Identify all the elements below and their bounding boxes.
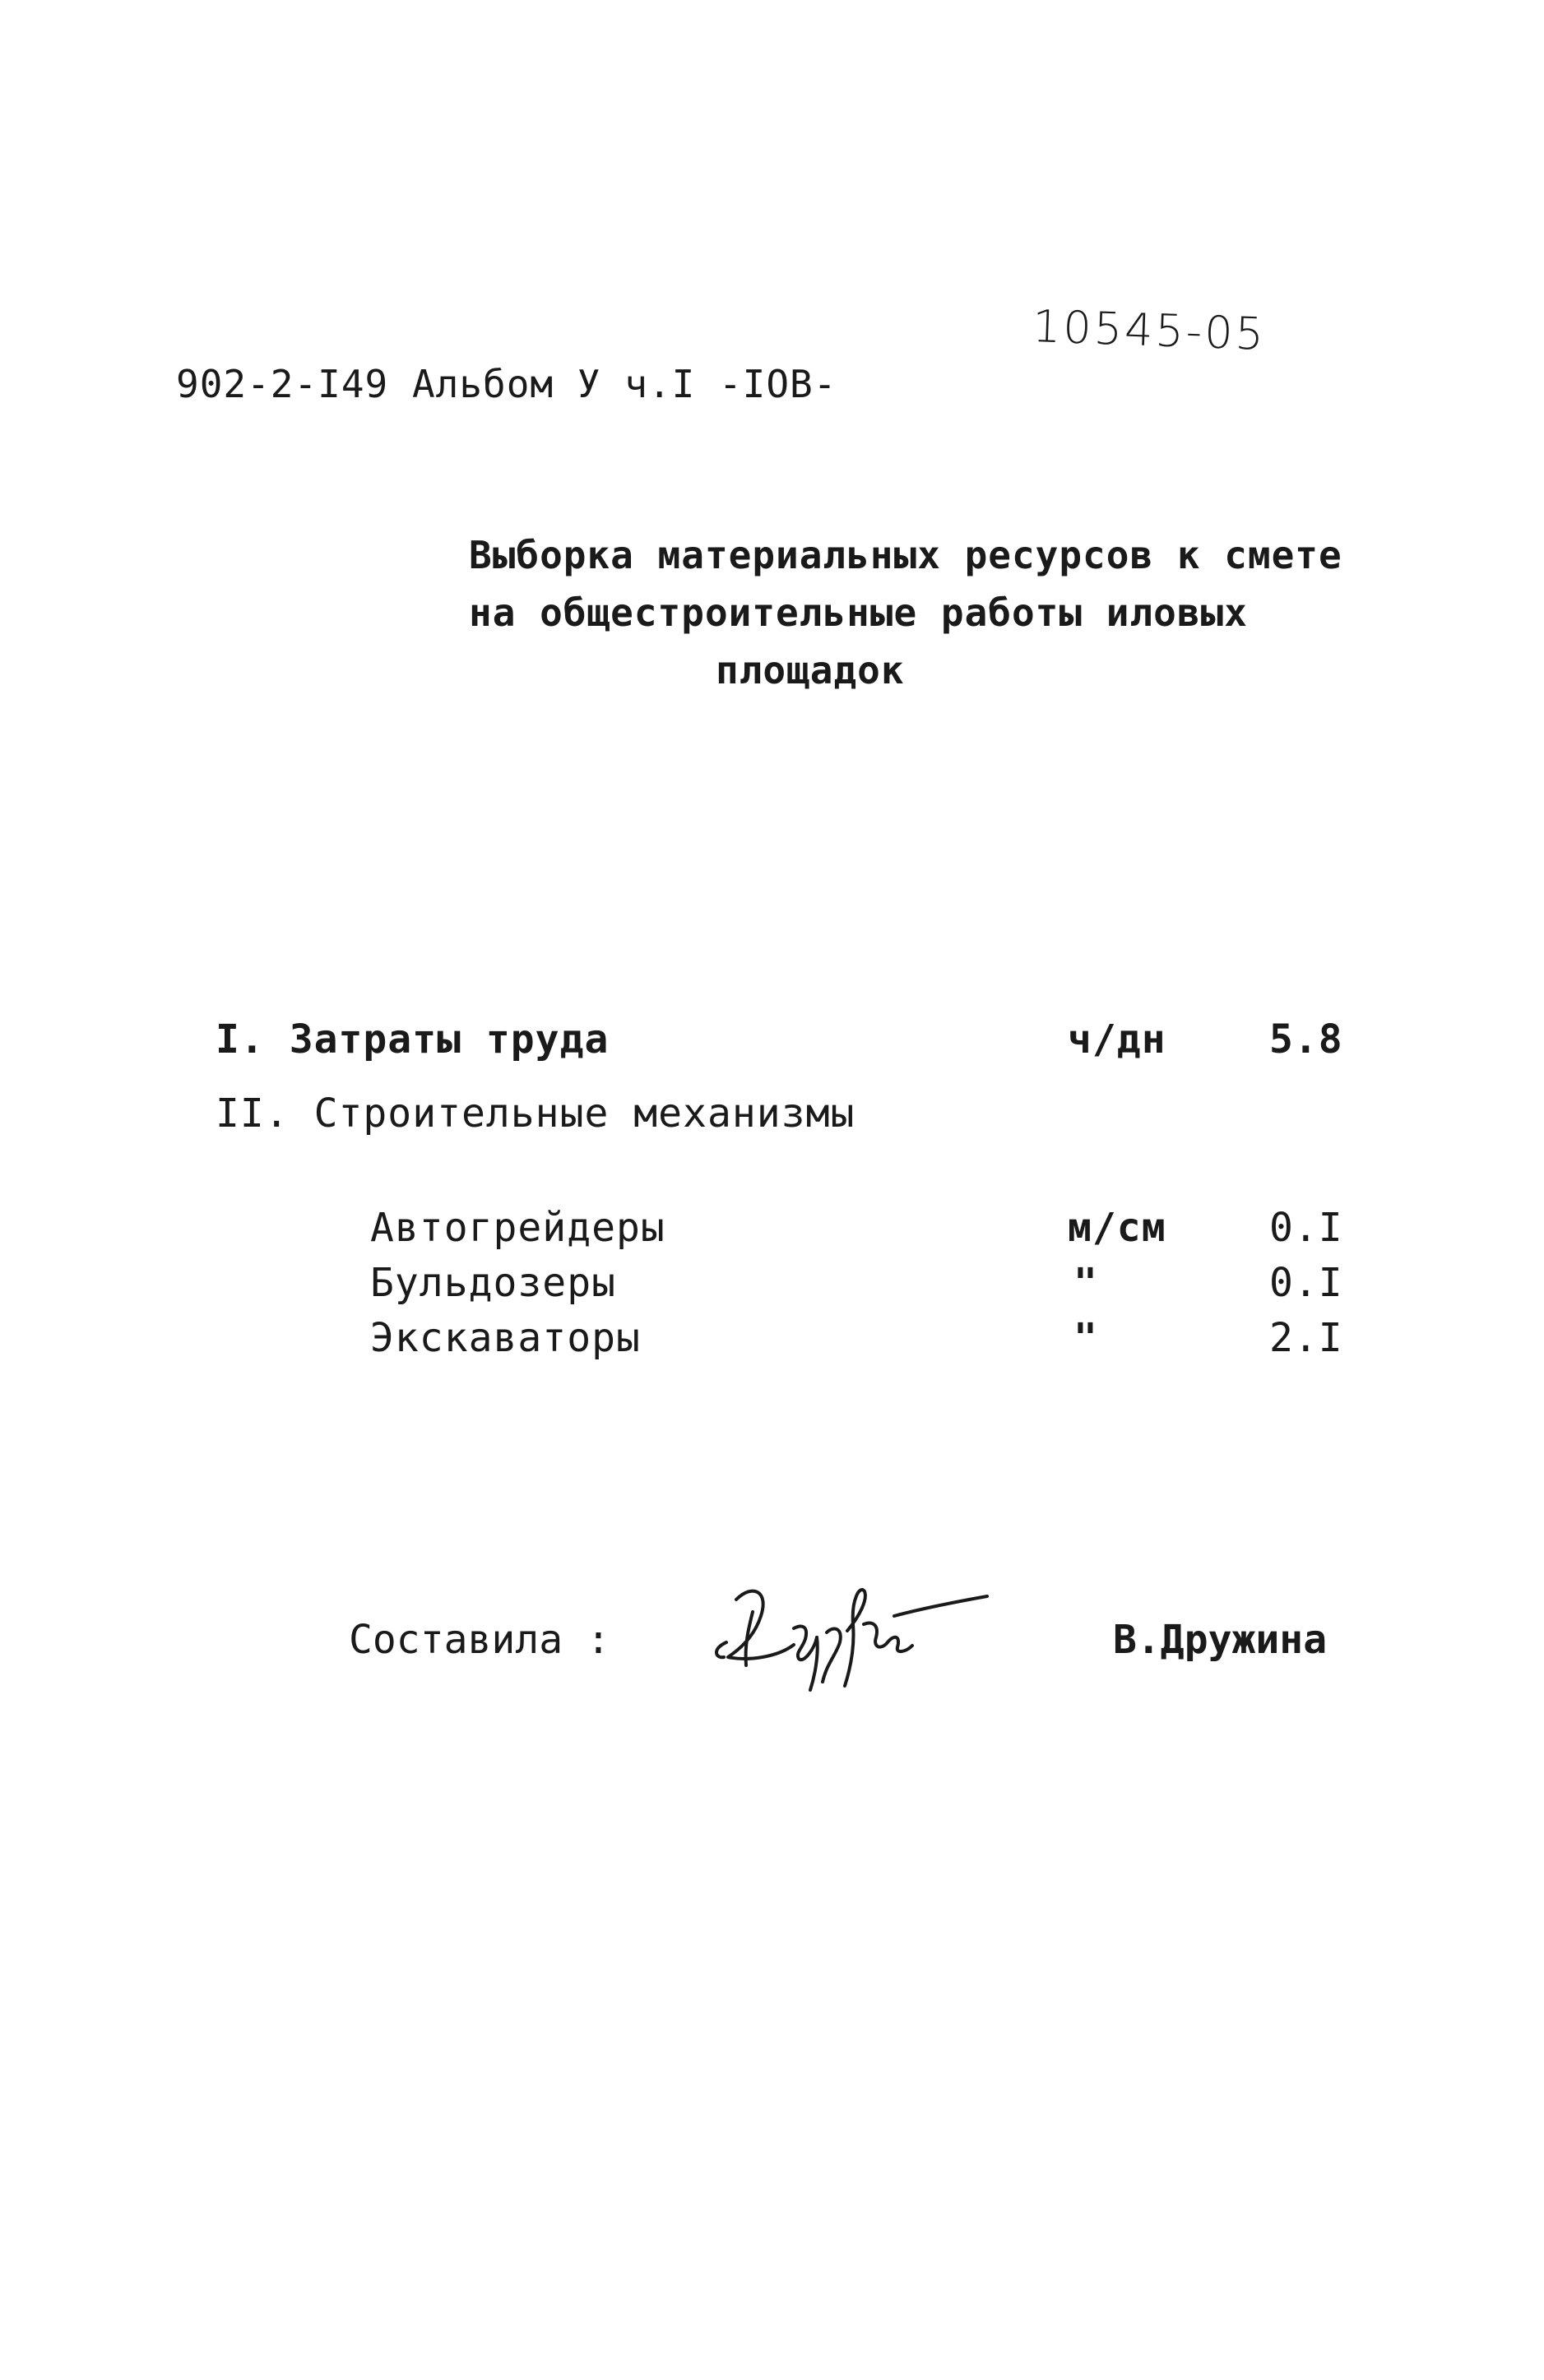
signer-name: В.Дружина [1113, 1617, 1328, 1663]
title-line-1: Выборка материальных ресурсов к смете [469, 533, 1342, 577]
title-line-3: площадок [716, 648, 905, 692]
bulldozers-value: 0.I [1269, 1260, 1343, 1306]
machinery-section-label: II. Строительные механизмы [216, 1090, 855, 1137]
excavators-unit: " [1073, 1315, 1098, 1361]
composed-by-label: Составила : [349, 1617, 610, 1663]
graders-value: 0.I [1269, 1205, 1343, 1251]
graders-unit: м/см [1068, 1205, 1166, 1251]
graders-label: Автогрейдеры [370, 1205, 665, 1251]
excavators-value: 2.I [1269, 1315, 1343, 1361]
signature-image [703, 1567, 999, 1698]
title-line-2: на общестроительные работы иловых [469, 590, 1248, 635]
document-title [469, 526, 1342, 699]
bulldozers-unit: " [1073, 1260, 1098, 1306]
bulldozers-label: Бульдозеры [370, 1260, 616, 1306]
labor-costs-label: I. Затраты труда [216, 1016, 610, 1063]
archive-number: 10545-05 [1031, 300, 1267, 360]
excavators-label: Экскаваторы [370, 1315, 641, 1361]
labor-costs-unit: ч/дн [1068, 1016, 1166, 1063]
labor-costs-value: 5.8 [1269, 1016, 1343, 1063]
document-code: 902-2-I49 Альбом У ч.I -IОВ- [176, 362, 837, 406]
